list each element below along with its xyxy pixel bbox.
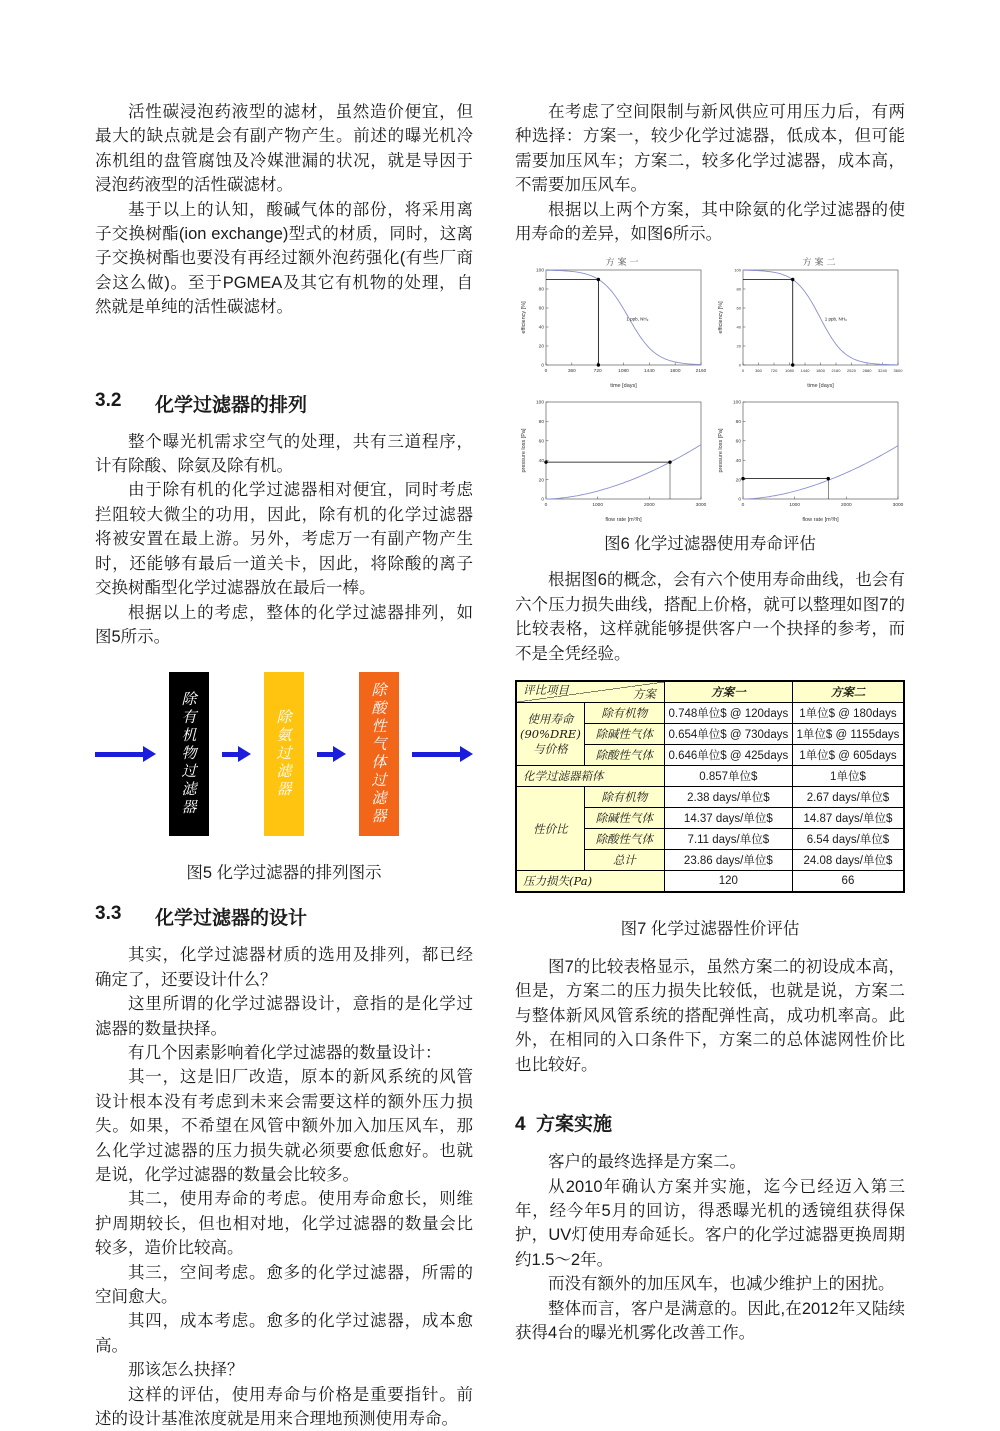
svg-text:20: 20 — [735, 478, 741, 484]
paragraph: 其二，使用寿命的考虑。使用寿命愈长，则维护周期较长，但也相对地，化学过滤器的数量会比较多，造价比较高。 — [95, 1190, 473, 1258]
table-cell: 0.857单位$ — [664, 766, 792, 787]
svg-text:0: 0 — [737, 498, 741, 504]
svg-text:3000: 3000 — [695, 503, 706, 509]
svg-text:0: 0 — [738, 363, 741, 369]
svg-text:1 ppb, NH₃: 1 ppb, NH₃ — [625, 316, 648, 322]
figure7-table — [515, 680, 905, 893]
paragraph: 根据以上两个方案，其中除氨的化学过滤器的使用寿命的差异，如图6所示。 — [515, 200, 905, 244]
svg-text:100: 100 — [733, 268, 741, 274]
filter-bar-label: 除酸性气体过滤器 — [369, 682, 388, 827]
paragraph: 整体而言，客户是满意的。因此,在2012年又陆续获得4台的曝光机雾化改善工作。 — [515, 1299, 905, 1342]
svg-text:1000: 1000 — [788, 503, 800, 509]
filter-bar-ammonia — [264, 672, 304, 836]
row-label: 除酸性气体 — [584, 745, 664, 766]
table-cell: 14.37 days/单位$ — [664, 808, 792, 829]
row-label-pressure: 压力损失(Pa) — [516, 871, 664, 893]
filter-bar-label: 除氨过滤器 — [274, 709, 293, 800]
section-number: 3.2 — [95, 389, 122, 411]
svg-text:80: 80 — [538, 420, 544, 426]
svg-text:360: 360 — [567, 369, 576, 375]
flow-arrow-inlet — [95, 752, 143, 757]
flow-arrow — [317, 752, 333, 757]
paragraph: 其四，成本考虑。愈多的化学过滤器，成本愈高。 — [95, 1312, 473, 1355]
table-cell: 66 — [792, 871, 904, 893]
svg-text:80: 80 — [538, 288, 544, 294]
svg-text:1440: 1440 — [800, 368, 809, 374]
svg-text:1 ppb, NH₃: 1 ppb, NH₃ — [824, 316, 847, 322]
paragraph: 根据图6的概念，会有六个使用寿命曲线，也会有六个压力损失曲线，搭配上价格，就可以整理如图7的比较表格，这样就能够提供客户一个抉择的参考，而不是全凭经验。 — [515, 571, 905, 663]
svg-text:0: 0 — [741, 503, 744, 509]
left-column — [95, 100, 473, 1431]
figure6-chart-plan2-pressure — [713, 394, 905, 524]
figure6-charts — [515, 256, 905, 524]
figure5-caption: 图5 化学过滤器的排列图示 — [186, 864, 382, 883]
section-number: 3.3 — [95, 903, 122, 925]
paragraph: 整个曝光机需求空气的处理，共有三道程序，计有除酸、除氨及除有机。 — [95, 432, 473, 476]
paragraph: 其一，这是旧厂改造，原本的新风系统的风管设计根本没有考虑到未来会需要这样的额外压力损失。如果，不希望在风管中额外加入加压风车，那么化学过滤器的压力损失就必须要愈低愈好。也就是说，化学过滤器的数量会比较多。 — [95, 1068, 473, 1184]
table-corner-cell — [516, 681, 664, 703]
table-row — [516, 787, 904, 808]
figure5-diagram — [95, 665, 473, 843]
svg-text:40: 40 — [735, 459, 741, 465]
svg-text:方案一: 方案一 — [604, 257, 642, 268]
paragraph: 由于除有机的化学过滤器相对便宜，同时考虑拦阻较大微尘的功用，因此，除有机的化学过滤器将被安置在最上游。另外，考虑万一有副产物产生时，还能够有最后一道关卡，因此，将除酸的离子交换树酯型化学过滤器放在最后一棒。 — [95, 481, 473, 598]
section-title: 化学过滤器的设计 — [155, 908, 308, 930]
svg-text:pressure loss [Pa]: pressure loss [Pa] — [717, 428, 724, 473]
svg-text:2520: 2520 — [846, 368, 856, 374]
table-cell: 1单位$ @ 180days — [792, 703, 904, 724]
table-cell: 1单位$ @ 605days — [792, 745, 904, 766]
section-title: 化学过滤器的排列 — [155, 394, 308, 416]
table-header-row — [516, 681, 904, 703]
paragraph: 有几个因素影响着化学过滤器的数量设计： — [128, 1043, 442, 1062]
table-cell: 1单位$ @ 1155days — [792, 724, 904, 745]
svg-text:60: 60 — [735, 439, 741, 445]
corner-label-item: 评比项目 — [523, 683, 569, 698]
svg-text:720: 720 — [770, 368, 777, 374]
svg-text:100: 100 — [535, 269, 544, 275]
svg-text:2160: 2160 — [831, 368, 840, 374]
svg-text:20: 20 — [538, 345, 544, 351]
svg-text:3000: 3000 — [892, 503, 903, 509]
svg-text:0: 0 — [544, 503, 547, 509]
table-row — [516, 703, 904, 724]
filter-bar-label: 除有机物过滤器 — [179, 691, 198, 818]
section-title: 方案实施 — [536, 1114, 613, 1136]
svg-text:60: 60 — [538, 307, 544, 313]
paragraph: 这样的评估，使用寿命与价格是重要指针。前述的设计基准浓度就是用来合理地预测使用寿命。 — [95, 1385, 473, 1429]
paragraph: 客户的最终选择是方案二。 — [548, 1153, 746, 1172]
svg-text:60: 60 — [538, 439, 544, 445]
svg-text:0: 0 — [540, 498, 544, 504]
paragraph: 这里所谓的化学过滤器设计，意指的是化学过滤器的数量抉择。 — [95, 995, 473, 1038]
svg-text:40: 40 — [538, 326, 544, 332]
column-header-plan2: 方案二 — [792, 681, 904, 703]
svg-text:2160: 2160 — [695, 369, 706, 375]
row-label-box: 化学过滤器箱体 — [516, 766, 664, 787]
flow-arrow-outlet — [412, 752, 460, 757]
paragraph: 其三，空间考虑。愈多的化学过滤器，所需的空间愈大。 — [95, 1263, 473, 1306]
svg-text:720: 720 — [593, 369, 602, 375]
corner-label-plan: 方案 — [632, 687, 656, 702]
svg-text:1080: 1080 — [617, 369, 629, 375]
row-label: 除碱性气体 — [584, 808, 664, 829]
table-cell: 0.654单位$ @ 730days — [664, 724, 792, 745]
svg-text:40: 40 — [736, 325, 741, 331]
svg-text:20: 20 — [538, 478, 544, 484]
flow-arrow — [222, 752, 238, 757]
figure6-chart-plan2-life — [713, 256, 905, 390]
svg-text:time [days]: time [days] — [806, 383, 834, 390]
svg-text:efficiency [%]: efficiency [%] — [520, 301, 527, 335]
paragraph: 在考虑了空间限制与新风供应可用压力后，有两种选择：方案一，较少化学过滤器，低成本，但可能需要加压风车；方案二，较多化学过滤器，成本高，不需要加压风车。 — [515, 103, 905, 195]
group-label-value: 性价比 — [516, 787, 584, 871]
table-cell: 23.86 days/单位$ — [664, 850, 792, 871]
svg-text:pressure loss [Pa]: pressure loss [Pa] — [520, 428, 527, 473]
table-row — [516, 871, 904, 893]
svg-text:3600: 3600 — [893, 368, 902, 374]
svg-text:80: 80 — [736, 287, 741, 293]
table-cell: 120 — [664, 871, 792, 893]
paragraph: 活性碳浸泡药液型的滤材，虽然造价便宜，但最大的缺点就是会有副产物产生。前述的曝光机冷冻机组的盘管腐蚀及冷媒泄漏的状况，就是导因于浸泡药液型的活性碳滤材。 — [95, 103, 473, 195]
svg-text:1080: 1080 — [784, 368, 794, 374]
table-cell: 2.67 days/单位$ — [792, 787, 904, 808]
section-heading-3-2 — [95, 390, 473, 417]
table-cell: 24.08 days/单位$ — [792, 850, 904, 871]
svg-text:1000: 1000 — [591, 503, 603, 509]
table-cell: 0.646单位$ @ 425days — [664, 745, 792, 766]
section-number: 4 — [515, 1114, 526, 1136]
svg-text:方案二: 方案二 — [801, 257, 839, 268]
group-label-life: 使用寿命 (90%DRE) 与价格 — [516, 703, 584, 766]
paragraph: 其实，化学过滤器材质的选用及排列，都已经确定了，还要设计什么？ — [95, 946, 473, 989]
paragraph: 根据以上的考虑，整体的化学过滤器排列，如图5所示。 — [95, 603, 473, 646]
svg-text:80: 80 — [735, 420, 741, 426]
svg-text:2880: 2880 — [862, 368, 871, 374]
filter-bar-acid — [359, 672, 399, 836]
column-header-plan1: 方案一 — [664, 681, 792, 703]
filter-bar-organic — [169, 672, 209, 836]
figure6-caption: 图6 化学过滤器使用寿命评估 — [604, 535, 816, 554]
paragraph: 那该怎么抉择？ — [128, 1361, 244, 1380]
paragraph: 图7的比较表格显示，虽然方案二的初设成本高，但是，方案二的压力损失比较低，也就是说，方案二与整体新风风管系统的搭配弹性高，成功机率高。此外，在相同的入口条件下，方案二的总体滤网性价比也比较好。 — [515, 958, 905, 1074]
paragraph: 基于以上的认知，酸碱气体的部份，将采用离子交换树酯(ion exchange)型式的材质，同时，这离子交换树酯也要没有再经过额外泡药强化(有些厂商会这么做)。至于PGMEA及其它有机物的处理，自然就是单纯的活性碳滤材。 — [95, 200, 473, 317]
table-cell: 14.87 days/单位$ — [792, 808, 904, 829]
right-column — [515, 100, 905, 1431]
svg-text:2000: 2000 — [643, 503, 655, 509]
paragraph: 从2010年确认方案并实施，迄今已经迈入第三年，经今年5月的回访，得悉曝光机的透镜组获得保护，UV灯使用寿命延长。客户的化学过滤器更换周期约1.5～2年。 — [515, 1177, 905, 1269]
svg-text:60: 60 — [736, 306, 741, 312]
figure6-chart-plan1-pressure — [516, 394, 708, 524]
table-cell: 0.748单位$ @ 120days — [664, 703, 792, 724]
svg-text:efficiency [%]: efficiency [%] — [717, 301, 724, 335]
figure6-chart-plan1-life — [516, 256, 708, 390]
svg-text:2000: 2000 — [840, 503, 852, 509]
figure7-caption: 图7 化学过滤器性价评估 — [620, 920, 800, 939]
svg-text:360: 360 — [754, 368, 762, 374]
svg-text:100: 100 — [732, 401, 741, 407]
table-row — [516, 766, 904, 787]
svg-text:20: 20 — [736, 344, 741, 350]
svg-text:flow rate [m³/h]: flow rate [m³/h] — [801, 517, 839, 524]
svg-text:0: 0 — [741, 368, 744, 374]
section-heading-4 — [515, 1109, 905, 1136]
table-cell: 7.11 days/单位$ — [664, 829, 792, 850]
svg-text:0: 0 — [544, 369, 547, 375]
svg-text:3240: 3240 — [877, 368, 887, 374]
svg-text:1440: 1440 — [643, 369, 655, 375]
table-cell: 1单位$ — [792, 766, 904, 787]
paragraph: 而没有额外的加压风车，也减少维护上的困扰。 — [548, 1275, 895, 1294]
row-label: 总计 — [584, 850, 664, 871]
table-cell: 6.54 days/单位$ — [792, 829, 904, 850]
row-label: 除碱性气体 — [584, 724, 664, 745]
row-label: 除有机物 — [584, 787, 664, 808]
svg-text:1800: 1800 — [669, 369, 681, 375]
svg-text:40: 40 — [538, 459, 544, 465]
svg-text:0: 0 — [540, 364, 544, 370]
row-label: 除有机物 — [584, 703, 664, 724]
svg-text:100: 100 — [535, 401, 544, 407]
svg-text:1800: 1800 — [815, 368, 825, 374]
svg-text:flow rate [m³/h]: flow rate [m³/h] — [604, 517, 642, 524]
table-cell: 2.38 days/单位$ — [664, 787, 792, 808]
section-heading-3-3 — [95, 903, 473, 930]
row-label: 除酸性气体 — [584, 829, 664, 850]
svg-text:time [days]: time [days] — [609, 383, 637, 390]
